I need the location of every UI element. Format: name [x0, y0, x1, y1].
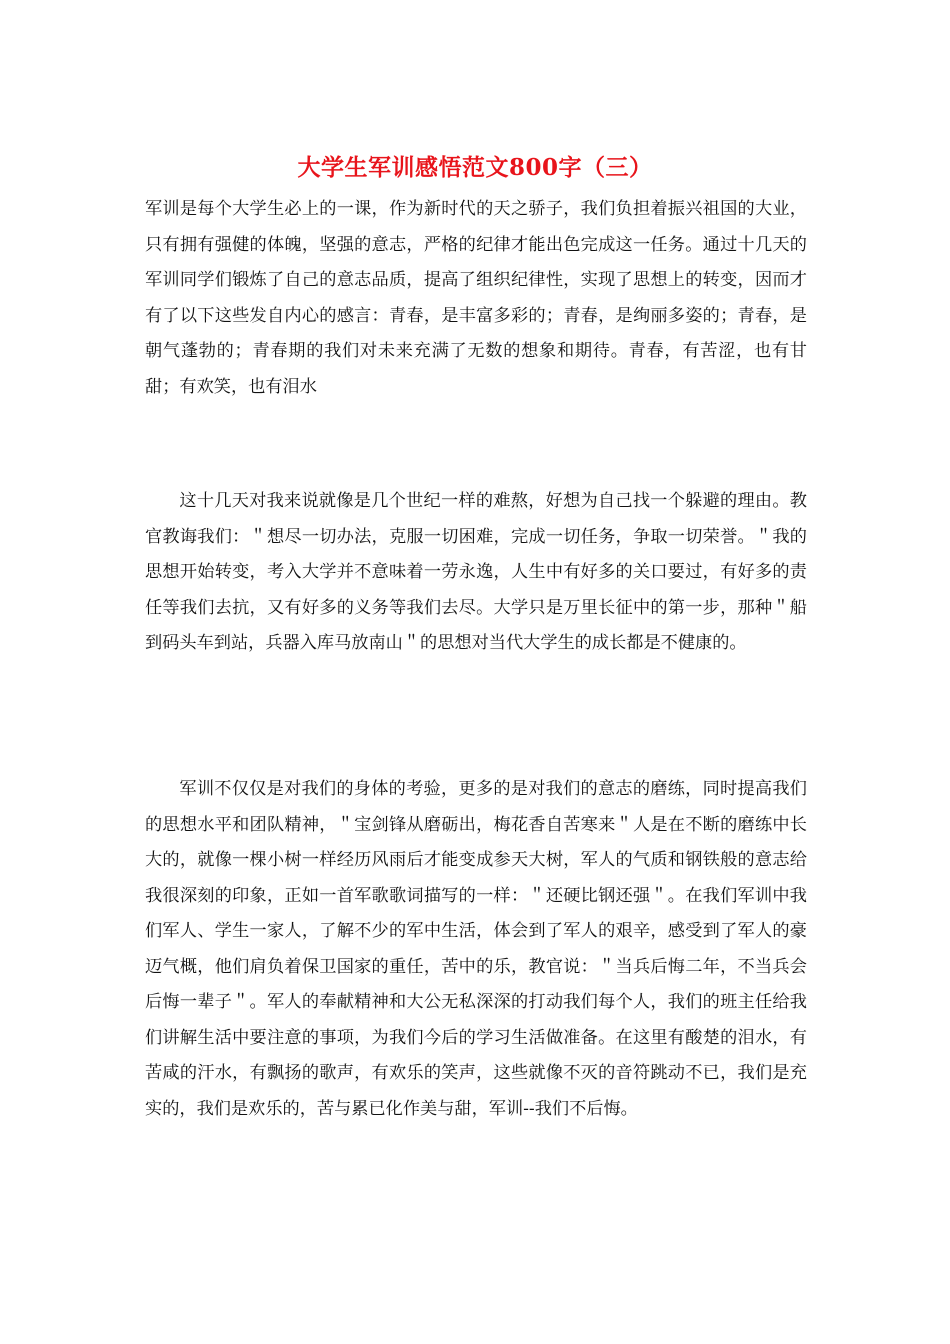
paragraph-1: 军训是每个大学生必上的一课，作为新时代的天之骄子，我们负担着振兴祖国的大业，只有拥有强健的体魄，坚强的意志，严格的纪律才能出色完成这一任务。通过十几天的军训同学们锻炼了自己的意志品质，提高了组织纪律性，实现了思想上的转变，因而才有了以下这些发自内心的感言：青春，是丰富多彩的；青春，是绚丽多姿的；青春，是朝气蓬勃的；青春期的我们对未来充满了无数的想象和期待。青春，有苦涩，也有甘甜；有欢笑，也有泪水 — [145, 199, 807, 397]
paragraph-2: 这十几天对我来说就像是几个世纪一样的难熬，好想为自己找一个躲避的理由。教官教诲我们：＂想尽一切办法，克服一切困难，完成一切任务，争取一切荣誉。＂我的思想开始转变，考入大学并不意味着一劳永逸，人生中有好多的关口要过，有好多的责任等我们去抗，又有好多的义务等我们去尽。大学只是万里长征中的第一步，那种＂船到码头车到站，兵器入库马放南山＂的思想对当代大学生的成长都是不健康的。 — [145, 491, 807, 653]
paragraph-3: 军训不仅仅是对我们的身体的考验，更多的是对我们的意志的磨练，同时提高我们的思想水平和团队精神，＂宝剑锋从磨砺出，梅花香自苦寒来＂人是在不断的磨练中长大的，就像一棵小树一样经历风雨后才能变成参天大树，军人的气质和钢铁般的意志给我很深刻的印象，正如一首军歌歌词描写的一样：＂还硬比钢还强＂。在我们军训中我们军人、学生一家人，了解不少的军中生活，体会到了军人的艰辛，感受到了军人的豪迈气概，他们肩负着保卫国家的重任，苦中的乐，教官说：＂当兵后悔二年，不当兵会后悔一辈子＂。军人的奉献精神和大公无私深深的打动我们每个人，我们的班主任给我们讲解生活中要注意的事项，为我们今后的学习生活做准备。在这里有酸楚的泪水，有苦咸的汗水，有飘扬的歌声，有欢乐的笑声，这些就像不灭的音符跳动不已，我们是充实的，我们是欢乐的，苦与累已化作美与甜，军训--我们不后悔。 — [145, 779, 807, 1119]
document-title: 大学生军训感悟范文800字（三） — [297, 154, 653, 181]
